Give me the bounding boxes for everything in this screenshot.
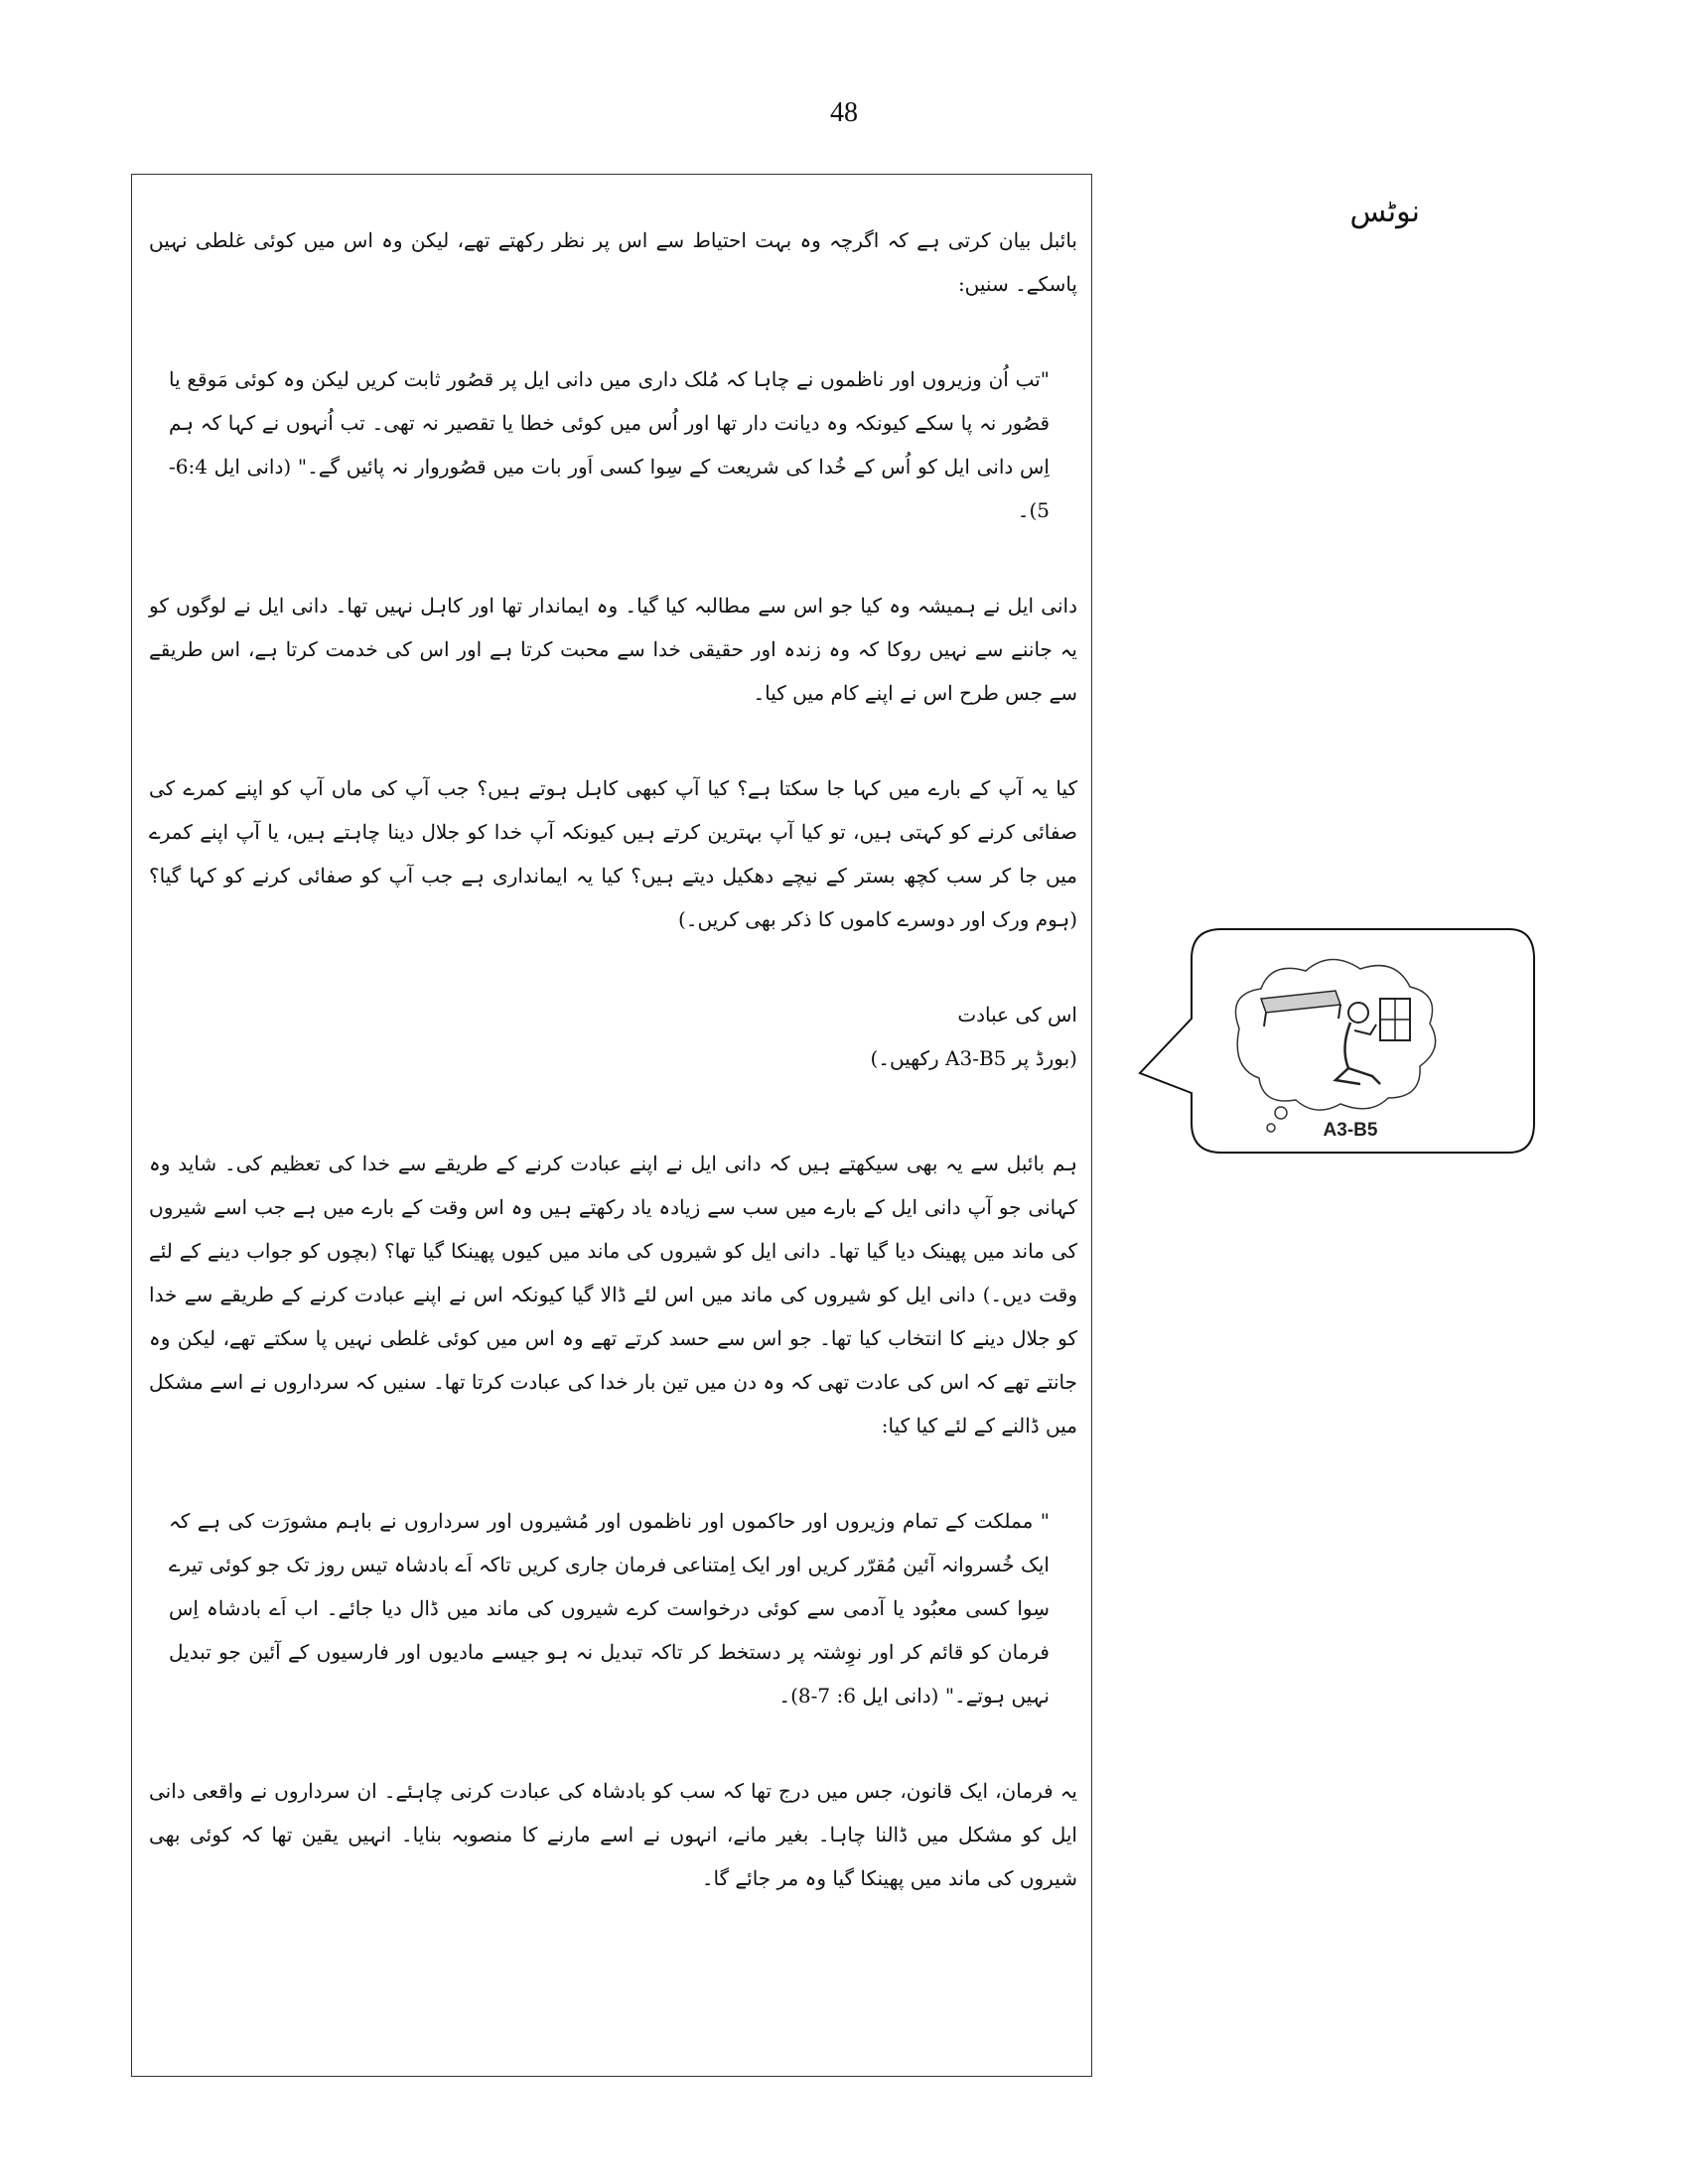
content-body xyxy=(149,218,1077,1952)
section-heading: اس کی عبادت xyxy=(957,1003,1077,1026)
paragraph-decree: یہ فرمان، ایک قانون، جس میں درج تھا کہ سب کو بادشاہ کی عبادت کرنی چاہئے۔ ان سرداروں نے واقعی دانی ایل کو مشکل میں ڈالنا چاہا۔ بغیر مانے، انہوں نے اسے مارنے کا منصوبہ بنایا۔ انہیں یقین تھا کہ کوئی بھی شیروں کی ماند میں پھینکا گیا وہ مر جائے گا۔ xyxy=(149,1779,1077,1890)
callout-label: A3-B5 xyxy=(1323,1120,1378,1141)
paragraph-questions: کیا یہ آپ کے بارے میں کہا جا سکتا ہے؟ کیا آپ کبھی کاہل ہوتے ہیں؟ جب آپ کی ماں آپ کو اپنے کمرے کی صفائی کرنے کو کہتی ہیں، تو کیا آپ بہترین کرتے ہیں کیونکہ آپ خدا کو جلال دینا چاہتے ہیں، یا آپ اپنے کمرے میں جا کر سب کچھ بستر کے نیچے دھکیل دیتے ہیں؟ کیا یہ ایمانداری ہے جب آپ کو صفائی کرنے کو کہا گیا؟ (ہوم ورک اور دوسرے کاموں کا ذکر بھی کریں۔) xyxy=(149,776,1077,931)
notes-label: نوٹس xyxy=(1349,195,1420,229)
page-number: 48 xyxy=(830,97,858,128)
scripture-quote-2: " مملکت کے تمام وزیروں اور حاکموں اور ناظموں اور مُشیروں اور سرداروں نے باہم مشورَت کی ہے کہ ایک خُسروانہ آئین مُقرّر کریں اور ایک اِمتناعی فرمان جاری کریں تاکہ اَے بادشاہ تیس روز تک جو کوئی تیرے سِوا کسی معبُود یا آدمی سے کوئی درخواست کرے شیروں کی ماند میں ڈال دیا جائے۔ اب اَے بادشاہ اِس فرمان کو قائم کر اور نوِشتہ پر دستخط کر تاکہ تبدیل نہ ہو جیسے مادیوں اور فارسیوں کے آئین جو تبدیل نہیں ہوتے۔" (دانی ایل 6: 7-8)۔ xyxy=(169,1509,1050,1707)
scripture-quote-1: "تب اُن وزیروں اور ناظموں نے چاہا کہ مُلک داری میں دانی ایل پر قصُور ثابت کریں لیکن وہ کوئی مَوقع یا قصُور نہ پا سکے کیونکہ وہ دیانت دار تھا اور اُس میں کوئی خطا یا تقصیر نہ تھی۔ تب اُنہوں نے کہا کہ ہم اِس دانی ایل کو اُس کے خُدا کی شریعت کے سِوا کسی اَور بات میں قصُوروار نہ پائیں گے۔" (دانی ایل 6:4-5)۔ xyxy=(169,367,1050,522)
board-note: (بورڈ پر A3-B5 رکھیں۔) xyxy=(870,1046,1077,1070)
paragraph-intro: بائبل بیان کرتی ہے کہ اگرچہ وہ بہت احتیاط سے اس پر نظر رکھتے تھے، لیکن وہ اس میں کوئی غلطی نہیں پاسکے۔ سنیں: xyxy=(149,228,1077,296)
worship-section-header xyxy=(149,993,1077,1080)
paragraph-daniel-faithful: دانی ایل نے ہمیشہ وہ کیا جو اس سے مطالبہ کیا گیا۔ وہ ایماندار تھا اور کاہل نہیں تھا۔ دانی ایل نے لوگوں کو یہ جاننے سے نہیں روکا کہ وہ زندہ اور حقیقی خدا سے محبت کرتا ہے اور اس کی خدمت کرتا ہے، اس طریقے سے جس طرح اس نے اپنے کام میں کیا۔ xyxy=(149,594,1077,705)
callout-bubble xyxy=(1132,909,1539,1167)
paragraph-worship: ہم بائبل سے یہ بھی سیکھتے ہیں کہ دانی ایل نے اپنے عبادت کرنے کے طریقے سے خدا کی تعظیم کی۔ شاید وہ کہانی جو آپ دانی ایل کے بارے میں سب سے زیادہ یاد رکھتے ہیں وہ اس وقت کے بارے میں ہے جب اسے شیروں کی ماند میں پھینک دیا گیا تھا۔ دانی ایل کو شیروں کی ماند میں کیوں پھینکا گیا تھا؟ (بچوں کو جواب دینے کے لئے وقت دیں۔) دانی ایل کو شیروں کی ماند میں اس لئے ڈالا گیا کیونکہ اس نے اپنے عبادت کرنے کے طریقے سے خدا کو جلال دینے کا انتخاب کیا تھا۔ جو اس سے حسد کرتے تھے وہ اس میں کوئی غلطی نہیں پا سکتے تھے، لیکن وہ جانتے تھے کہ اس کی عادت تھی کہ وہ دن میں تین بار خدا کی عبادت کرتا تھا۔ سنیں کہ سرداروں نے اسے مشکل میں ڈالنے کے لئے کیا کیا: xyxy=(149,1152,1077,1437)
